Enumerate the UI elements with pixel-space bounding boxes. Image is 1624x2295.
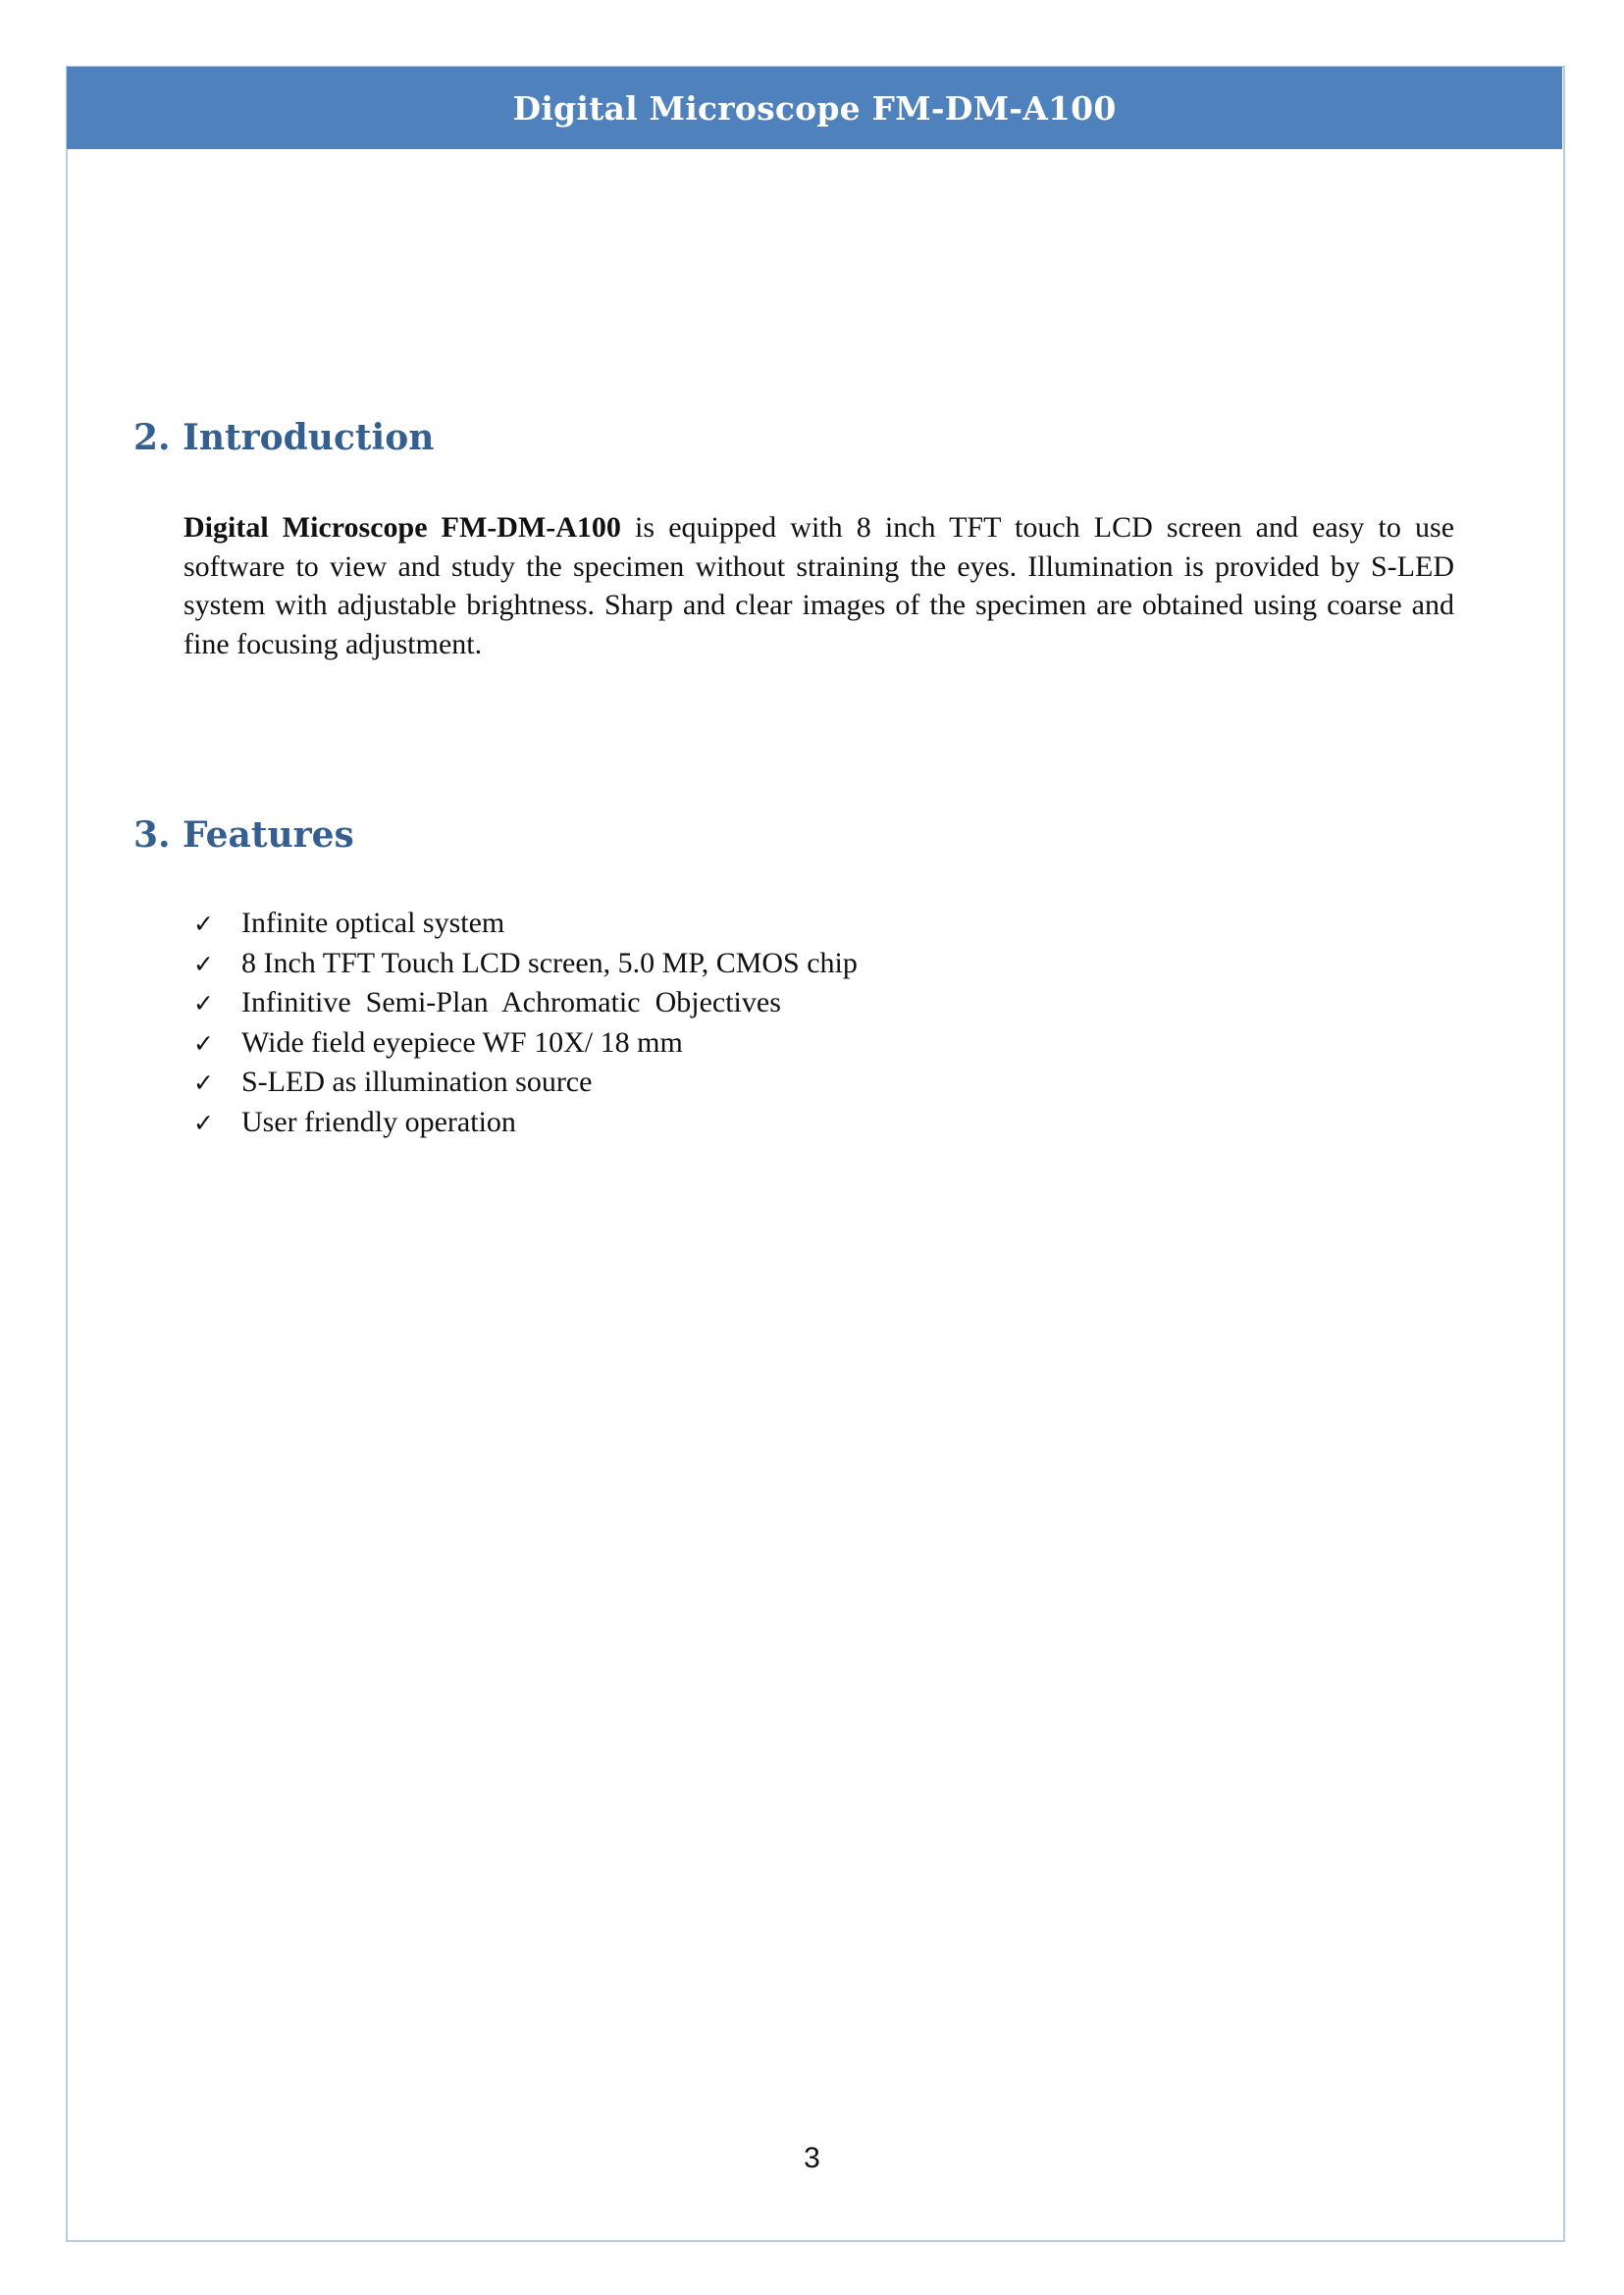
checkmark-icon: ✓ xyxy=(193,989,214,1017)
features-list xyxy=(193,904,858,1142)
feature-item xyxy=(193,944,858,984)
document-header xyxy=(67,67,1562,149)
feature-text: Wide field eyepiece WF 10X/ 18 mm xyxy=(241,1025,683,1059)
checkmark-icon: ✓ xyxy=(193,910,214,938)
features-heading xyxy=(133,814,354,856)
introduction-body: is equipped with 8 inch TFT touch LCD screen and easy to use software to view and study the specimen without straining the eyes. Illumination is provided by S-LED system with adjustable brightness. Sharp and clear images of the specimen are obtained using coarse and fine focusing adjustment. xyxy=(183,511,1455,660)
introduction-paragraph xyxy=(183,508,1454,663)
feature-text: Infinitive Semi-Plan Achromatic Objectives xyxy=(241,986,781,1018)
checkmark-icon: ✓ xyxy=(193,1028,214,1058)
checkmark-icon: ✓ xyxy=(193,1108,214,1137)
feature-text: S-LED as illumination source xyxy=(241,1066,593,1098)
feature-item xyxy=(193,904,858,944)
feature-item xyxy=(193,983,858,1023)
feature-text: Infinite optical system xyxy=(241,907,505,939)
feature-item xyxy=(193,1023,858,1064)
checkmark-icon: ✓ xyxy=(193,1069,214,1097)
introduction-heading xyxy=(133,417,434,458)
document-title: Digital Microscope FM-DM-A100 xyxy=(512,88,1117,128)
section-title: Features xyxy=(183,814,354,856)
section-number: 3. xyxy=(133,814,171,856)
section-number: 2. xyxy=(133,417,171,458)
feature-text: User friendly operation xyxy=(241,1105,516,1138)
page-border xyxy=(66,66,1565,2242)
feature-item xyxy=(193,1103,858,1143)
section-title: Introduction xyxy=(183,417,435,458)
feature-item xyxy=(193,1063,858,1103)
feature-text: 8 Inch TFT Touch LCD screen, 5.0 MP, CMOS chip xyxy=(241,946,858,979)
page-number: 3 xyxy=(804,2142,820,2174)
checkmark-icon: ✓ xyxy=(193,949,214,978)
product-name: Digital Microscope FM-DM-A100 xyxy=(183,511,621,544)
